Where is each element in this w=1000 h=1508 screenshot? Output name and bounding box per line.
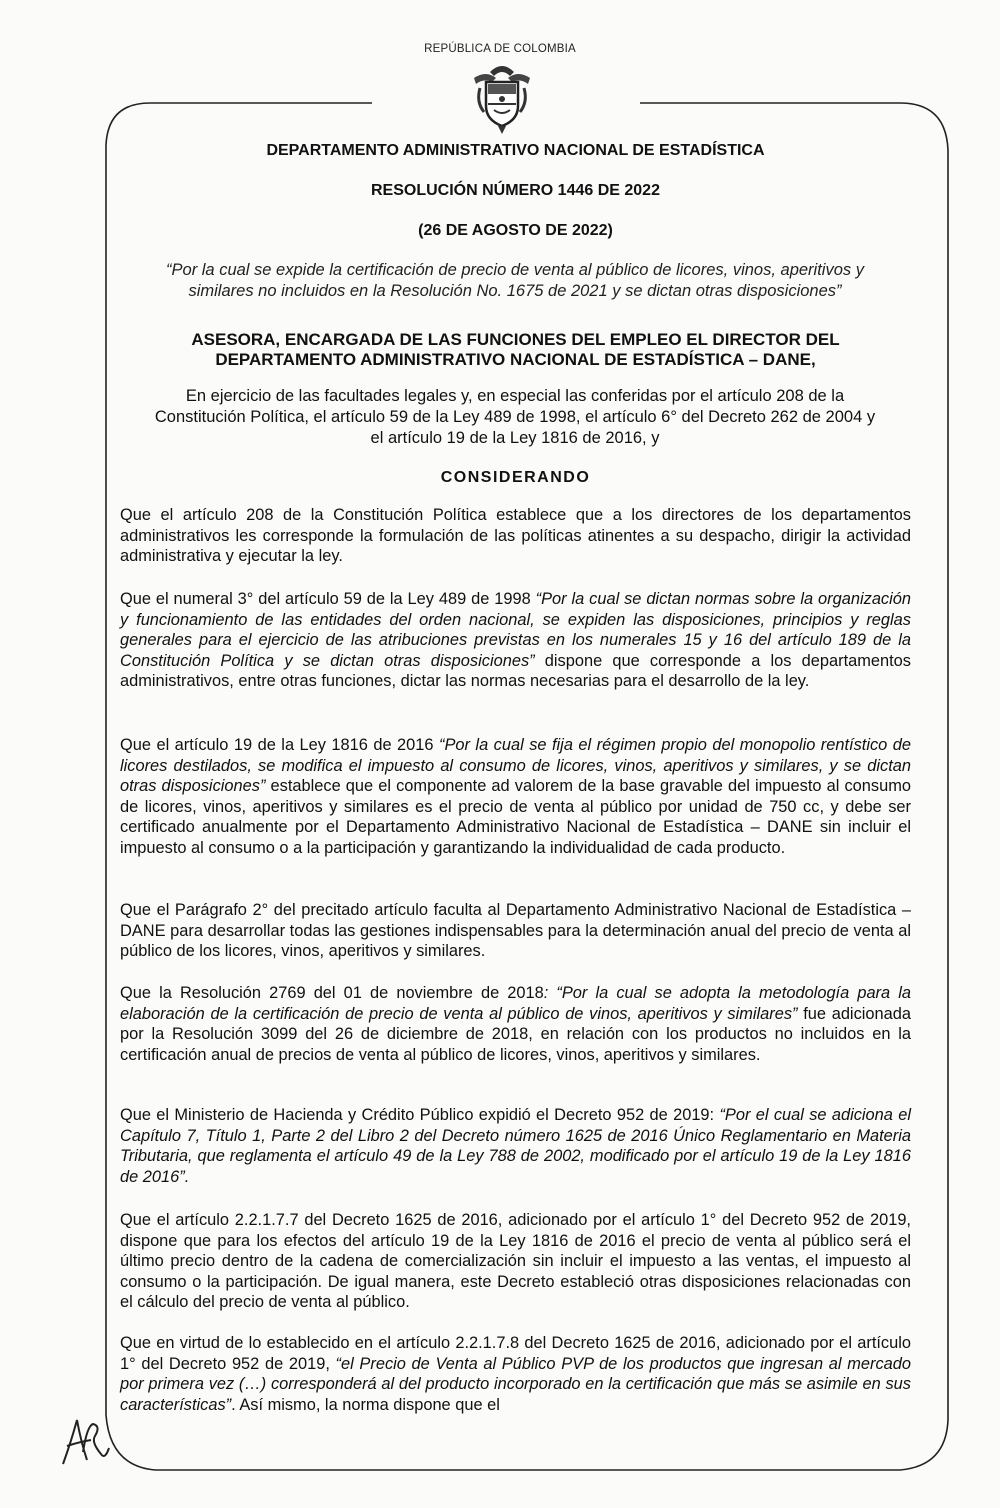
paragraph-6-text-a: Que el Ministerio de Hacienda y Crédito Público expidió el Decreto 952 de 2019: [120, 1106, 720, 1124]
resolution-date: (26 DE AGOSTO DE 2022) [418, 222, 613, 239]
paragraph-5-text-b: fue adicionada por la Resolución 3099 del 26 de diciembre de 2018, en relación con los productos no incluidos en la certificación anual de precios de venta al público de licores, vinos, aperitivos y similares. [120, 1004, 911, 1064]
paragraph-5-quote: : “Por la cual se adopta la metodología para la elaboración de la certificación de precio de venta al público de vinos, aperitivos y similares” [120, 984, 911, 1023]
paragraph-5-text-a: Que la Resolución 2769 del 01 de noviembre de 2018 [120, 984, 544, 1002]
considerando-heading: CONSIDERANDO [440, 469, 591, 486]
legal-faculties [115, 386, 915, 449]
paragraph-7: Que el artículo 2.2.1.7.7 del Decreto 1625 de 2016, adicionado por el artículo 1° del Decreto 952 de 2019, dispone que para los efectos del artículo 19 de la Ley 1816 de 2016 el precio de venta al público será el último precio dentro de la cadena de comercialización sin incluir el impuesto a las ventas, el impuesto al consumo o la participación. De igual manera, este Decreto estableció otras disposiciones relacionadas con el cálculo del precio de venta al público. [120, 1211, 911, 1312]
resolution-number: RESOLUCIÓN NÚMERO 1446 DE 2022 [371, 182, 660, 199]
paragraph-3-quote: “Por la cual se fija el régimen propio del monopolio rentístico de licores destilados, se modifica el impuesto al consumo de licores, vinos, aperitivos y similares, y se dictan otras disposiciones” [120, 736, 911, 796]
official-line-1: ASESORA, ENCARGADA DE LAS FUNCIONES DEL EMPLEO EL DIRECTOR DEL [191, 330, 840, 349]
official-line-2: DEPARTAMENTO ADMINISTRATIVO NACIONAL DE ESTADÍSTICA – DANE, [215, 350, 816, 369]
paragraph-8 [120, 1333, 911, 1415]
paragraph-5 [120, 983, 911, 1065]
official-title [120, 330, 911, 370]
paragraph-8-text-a: Que en virtud de lo establecido en el artículo 2.2.1.7.8 del Decreto 1625 de 2016, adicionado por el artículo 1° del Decreto 952 de 2019, [120, 1334, 911, 1373]
paragraph-3-text-a: Que el artículo 19 de la Ley 1816 de 2016 [120, 736, 439, 754]
paragraph-3 [120, 735, 911, 859]
paragraph-3-text-b: establece que el componente ad valorem de la base gravable del impuesto al consumo de licores, vinos, aperitivos y similares es el precio de venta al público por unidad de 750 cc, y debe ser certificado anualmente por el Departamento Administrativo Nacional de Estadística – DANE sin incluir el impuesto al consumo o a la participación y garantizando la individualidad de cada producto. [120, 777, 911, 857]
paragraph-2-text-b: dispone que corresponde a los departamentos administrativos, entre otras funciones, dictar las normas necesarias para el desarrollo de la ley. [120, 651, 911, 691]
paragraph-2-quote: “Por la cual se dictan normas sobre la organización y funcionamiento de las entidades del orden nacional, se expiden las disposiciones, principios y reglas generales para el ejercicio de las atribuciones previstas en los numerales 15 y 16 del artículo 189 de la Constitución Política y se dictan otras disposiciones” [120, 590, 912, 670]
faculties-line-3: el artículo 19 de la Ley 1816 de 2016, y [370, 429, 660, 447]
faculties-line-1: En ejercicio de las facultades legales y, en especial las conferidas por el artículo 208 de la [185, 387, 845, 405]
paragraph-2 [120, 589, 911, 692]
paragraph-8-quote: “el Precio de Venta al Público PVP de los productos que ingresan al mercado por primera vez (…) corresponderá al del producto incorporado en la certificación que más se asimile en sus características” [120, 1354, 911, 1414]
paragraph-1: Que el artículo 208 de la Constitución Política establece que a los directores de los departamentos administrativos les corresponde la formulación de las políticas atinentes a su despacho, dirigir la actividad administrativa y ejecutar la ley. [120, 506, 911, 566]
handwritten-initials [57, 1412, 117, 1472]
resolution-subject [115, 260, 915, 302]
paragraph-4: Que el Parágrafo 2° del precitado artículo faculta al Departamento Administrativo Nacional de Estadística – DANE para desarrollar todas las gestiones indispensables para la determinación anual del precio de venta al público de los licores, vinos, aperitivos y similares. [120, 901, 911, 961]
entity-title: DEPARTAMENTO ADMINISTRATIVO NACIONAL DE ESTADÍSTICA [266, 142, 765, 159]
paragraph-6 [120, 1105, 911, 1187]
coat-of-arms-seal [470, 58, 534, 134]
subject-line-2: similares no incluidos en la Resolución No. 1675 de 2021 y se dictan otras disposiciones” [188, 282, 842, 300]
paragraph-6-quote: “Por el cual se adiciona el Capítulo 7, Título 1, Parte 2 del Libro 2 del Decreto número 1625 de 2016 Único Reglamentario en Materia Tributaria, que reglamenta el artículo 49 de la Ley 788 de 2002, modificado por el artículo 19 de la Ley 1816 de 2016”. [120, 1106, 911, 1186]
paragraph-8-text-b: . Así mismo, la norma dispone que el [231, 1395, 500, 1414]
faculties-line-2: Constitución Política, el artículo 59 de la Ley 489 de 1998, el artículo 6° del Decreto 262 de 2004 y [154, 408, 876, 426]
country-name: REPÚBLICA DE COLOMBIA [424, 43, 576, 55]
subject-line-1: “Por la cual se expide la certificación de precio de venta al público de licores, vinos, aperitivos y [166, 261, 864, 279]
paragraph-2-text-a: Que el numeral 3° del artículo 59 de la Ley 489 de 1998 [120, 590, 536, 608]
